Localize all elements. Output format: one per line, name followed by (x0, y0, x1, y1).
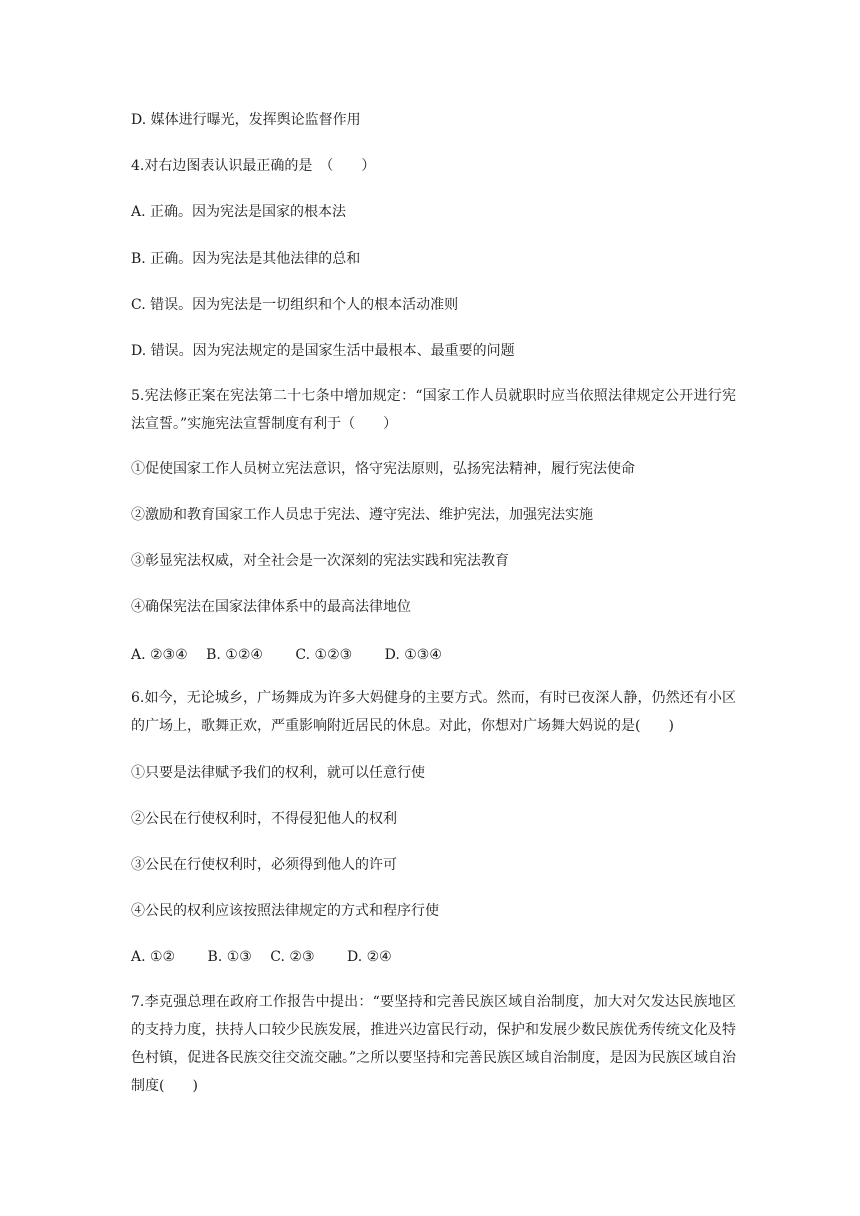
question-5-statement-1: ①促使国家工作人员树立宪法意识，恪守宪法原则，弘扬宪法精神，履行宪法使命 (131, 461, 635, 477)
question-6-answer-choices: A. ①② B. ①③ C. ②③ D. ②④ (131, 949, 392, 965)
question-5-answer-choices: A. ②③④ B. ①②④ C. ①②③ D. ①③④ (131, 647, 442, 663)
question-4-option-c: C. 错误。因为宪法是一切组织和个人的根本活动准则 (131, 297, 459, 313)
question-5-statement-2: ②激励和教育国家工作人员忠于宪法、遵守宪法、维护宪法，加强宪法实施 (131, 507, 593, 523)
question-6-statement-1: ①只要是法律赋予我们的权利，就可以任意行使 (131, 765, 425, 781)
question-6-statement-2: ②公民在行使权利时，不得侵犯他人的权利 (131, 811, 397, 827)
question-5: 5.宪法修正案在宪法第二十七条中增加规定：“国家工作人员就职时应当依照法律规定公开进行宪法宣誓。”实施宪法宣誓制度有利于（ ） (131, 388, 736, 432)
option-d-line: D. 媒体进行曝光，发挥舆论监督作用 (131, 112, 361, 128)
question-5-statement-3: ③彰显宪法权威，对全社会是一次深刻的宪法实践和宪法教育 (131, 553, 509, 569)
question-6: 6.如今，无论城乡，广场舞成为许多大妈健身的主要方式。然而，有时已夜深人静，仍然还有小区的广场上，歌舞正欢，严重影响附近居民的休息。对此，你想对广场舞大妈说的是( ) (131, 690, 736, 734)
question-4-option-d: D. 错误。因为宪法规定的是国家生活中最根本、最重要的问题 (131, 343, 515, 359)
question-5-statement-4: ④确保宪法在国家法律体系中的最高法律地位 (131, 599, 411, 615)
question-7: 7.李克强总理在政府工作报告中提出：“要坚持和完善民族区域自治制度，加大对欠发达民族地区的支持力度，扶持人口较少民族发展，推进兴边富民行动，保护和发展少数民族优秀传统文化及特色村镇，促进各民族交往交流交融。”之所以要坚持和完善民族区域自治制度，是因为民族区域自治制度( ) (131, 994, 736, 1094)
question-6-statement-3: ③公民在行使权利时，必须得到他人的许可 (131, 857, 397, 873)
question-6-statement-4: ④公民的权利应该按照法律规定的方式和程序行使 (131, 903, 439, 919)
question-4: 4.对右边图表认识最正确的是 （ ） (131, 158, 376, 174)
question-4-option-b: B. 正确。因为宪法是其他法律的总和 (131, 251, 361, 267)
question-4-option-a: A. 正确。因为宪法是国家的根本法 (131, 204, 347, 220)
